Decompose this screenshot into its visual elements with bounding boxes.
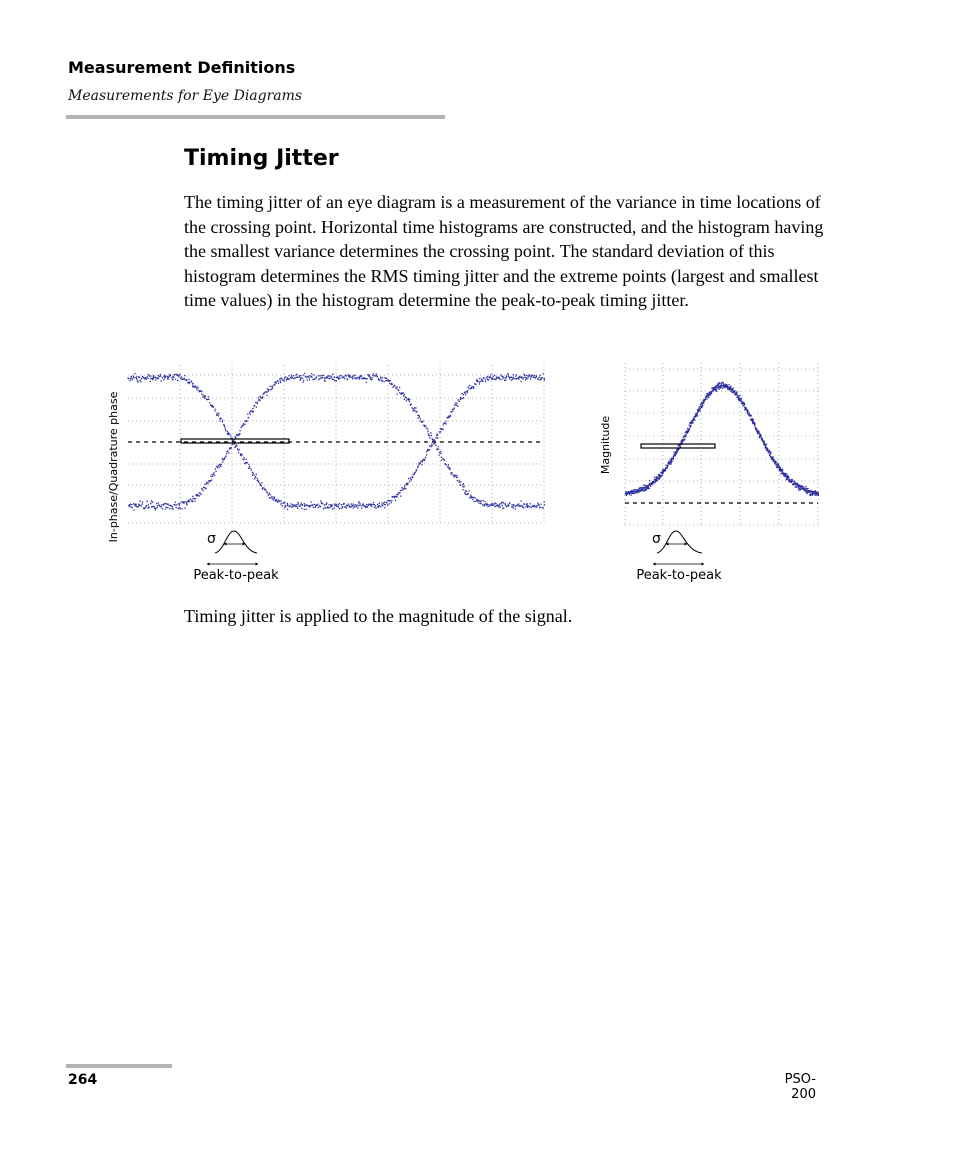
magnitude-peak-to-peak-label: Peak-to-peak	[636, 568, 722, 583]
eye-sigma-symbol: σ	[207, 531, 216, 547]
magnitude-plot	[599, 363, 819, 583]
product-name: PSO-200	[784, 1072, 816, 1102]
body-paragraph: The timing jitter of an eye diagram is a measurement of the variance in time locations of the crossing point. Horizontal time histograms are constructed, and the histogram having the smallest variance determines the crossing point. The standard deviation of this histogram determines the RMS timing jitter and the extreme points (largest and smallest time values) in the histogram determine the peak-to-peak timing jitter.	[184, 192, 824, 311]
eye-jitter-bell-curve	[215, 531, 257, 553]
footer-divider	[66, 1064, 172, 1068]
section-title: Measurement Definitions	[68, 58, 296, 77]
section-subtitle: Measurements for Eye Diagrams	[68, 88, 303, 104]
page-number: 264	[68, 1072, 98, 1088]
magnitude-y-axis-label: Magnitude	[599, 415, 612, 475]
eye-peak-to-peak-label: Peak-to-peak	[193, 568, 279, 583]
magnitude-trace	[625, 382, 819, 496]
header-divider	[66, 115, 445, 119]
magnitude-sigma-symbol: σ	[652, 531, 661, 547]
eye-y-axis-label: In-phase/Quadrature phase	[107, 391, 120, 543]
magnitude-jitter-bell-curve	[657, 531, 702, 553]
eye-diagram	[107, 365, 545, 583]
figure-note: Timing jitter is applied to the magnitude of the signal.	[184, 606, 573, 626]
timing-jitter-figure	[100, 355, 830, 595]
page-title: Timing Jitter	[184, 146, 339, 171]
